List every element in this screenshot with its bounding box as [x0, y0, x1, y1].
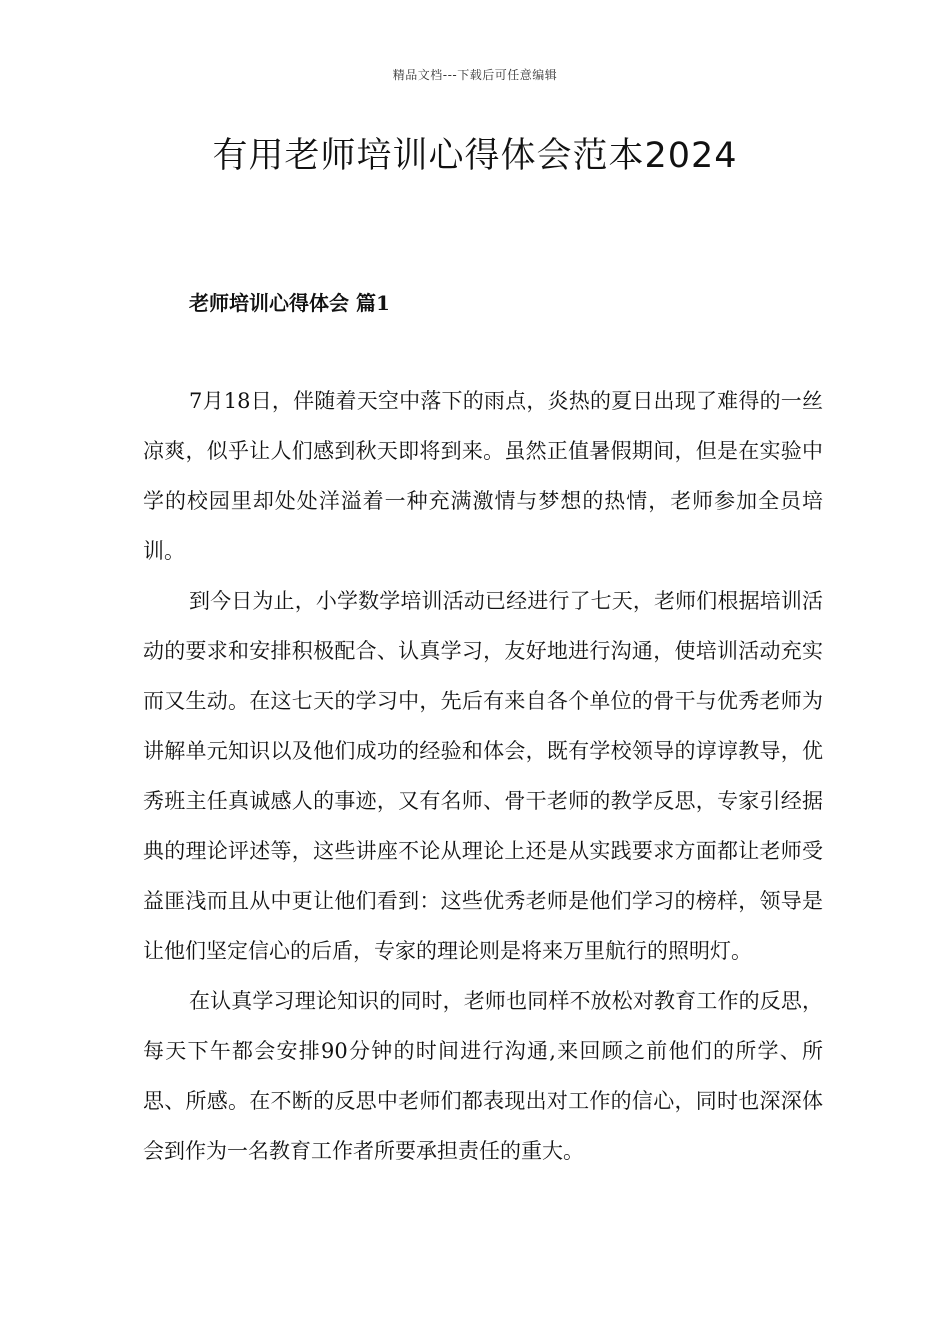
section-heading: 老师培训心得体会 篇1: [189, 291, 390, 315]
paragraph: 在认真学习理论知识的同时，老师也同样不放松对教育工作的反思，每天下午都会安排90分钟的时间进行沟通,来回顾之前他们的所学、所思、所感。在不断的反思中老师们都表现出对工作的信心，同时也深深体会到作为一名教育工作者所要承担责任的重大。: [143, 989, 823, 1163]
header-note: 精品文档---下载后可任意编辑: [392, 68, 558, 82]
paragraph: 7月18日，伴随着天空中落下的雨点，炎热的夏日出现了难得的一丝凉爽，似乎让人们感到秋天即将到来。虽然正值暑假期间，但是在实验中学的校园里却处处洋溢着一种充满激情与梦想的热情，老师参加全员培训。: [143, 389, 823, 563]
paragraph: 到今日为止，小学数学培训活动已经进行了七天，老师们根据培训活动的要求和安排积极配合、认真学习，友好地进行沟通，使培训活动充实而又生动。在这七天的学习中，先后有来自各个单位的骨干与优秀老师为讲解单元知识以及他们成功的经验和体会，既有学校领导的谆谆教导，优秀班主任真诚感人的事迹，又有名师、骨干老师的教学反思，专家引经据典的理论评述等，这些讲座不论从理论上还是从实践要求方面都让老师受益匪浅而且从中更让他们看到：这些优秀老师是他们学习的榜样，领导是让他们坚定信心的后盾，专家的理论则是将来万里航行的照明灯。: [143, 589, 823, 963]
document-title: 有用老师培训心得体会范本2024: [212, 136, 738, 176]
document-body: [143, 376, 823, 1176]
